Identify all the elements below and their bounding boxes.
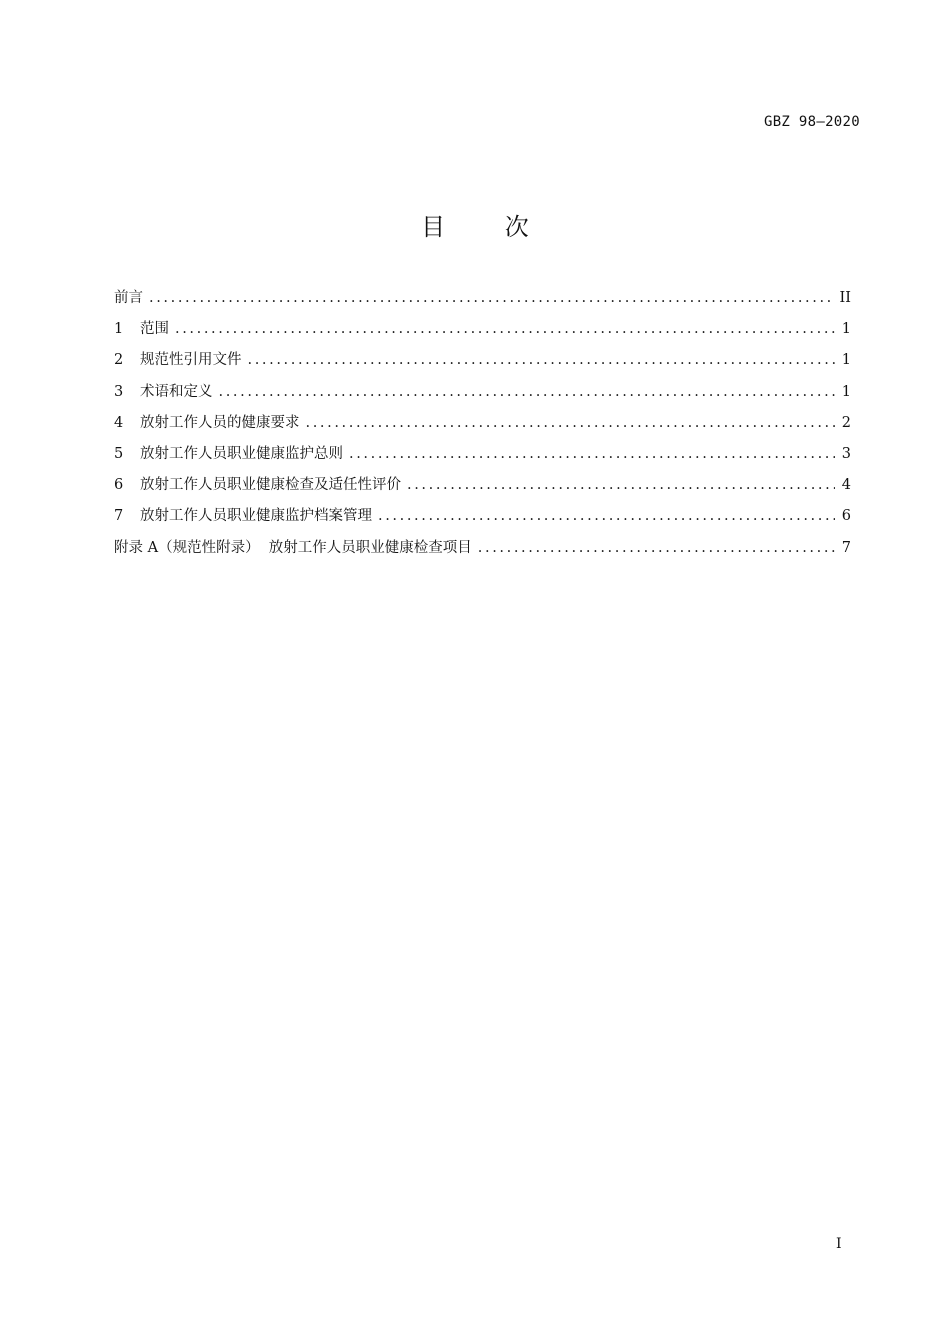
toc-entry-number: 6 xyxy=(114,477,124,494)
dot-leader xyxy=(378,508,835,524)
toc-entry-number: 3 xyxy=(114,383,124,400)
toc-entry-label: 放射工作人员的健康要求 xyxy=(140,414,300,431)
toc-entry-examination-evaluation[interactable] xyxy=(114,473,851,504)
dot-leader xyxy=(248,352,836,368)
toc-entry-page: II xyxy=(839,290,851,306)
toc-entry-label: 放射工作人员职业健康检查及适任性评价 xyxy=(140,477,401,494)
toc-entry-page: 4 xyxy=(841,477,851,494)
page-number: I xyxy=(836,1236,842,1252)
dot-leader xyxy=(349,446,835,462)
standard-code: GBZ 98—2020 xyxy=(763,114,860,130)
toc-entry-page: 6 xyxy=(841,508,851,525)
dot-leader xyxy=(306,415,836,431)
table-of-contents xyxy=(114,286,851,567)
toc-entry-page: 7 xyxy=(841,539,851,556)
toc-entry-label: 前言 xyxy=(114,290,143,306)
toc-entry-label: 附录 A（规范性附录） 放射工作人员职业健康检查项目 xyxy=(114,539,472,556)
toc-entry-page: 3 xyxy=(841,445,851,462)
dot-leader xyxy=(149,290,834,306)
dot-leader xyxy=(407,477,835,493)
toc-entry-label: 范围 xyxy=(140,321,169,338)
dot-leader xyxy=(175,321,835,337)
toc-entry-terms-definitions[interactable] xyxy=(114,380,851,411)
toc-entry-scope[interactable] xyxy=(114,317,851,348)
toc-entry-number: 4 xyxy=(114,414,124,431)
toc-entry-number: 5 xyxy=(114,445,124,462)
toc-entry-page: 2 xyxy=(841,414,851,431)
toc-entry-label: 术语和定义 xyxy=(140,383,213,400)
toc-entry-records-management[interactable] xyxy=(114,504,851,535)
toc-entry-number: 7 xyxy=(114,508,124,525)
toc-entry-label: 规范性引用文件 xyxy=(140,352,242,369)
toc-entry-number: 2 xyxy=(114,352,124,369)
toc-entry-foreword[interactable] xyxy=(114,286,851,317)
toc-entry-label: 放射工作人员职业健康监护总则 xyxy=(140,445,343,462)
dot-leader xyxy=(219,384,836,400)
toc-entry-page: 1 xyxy=(841,383,851,400)
toc-entry-page: 1 xyxy=(841,352,851,369)
toc-entry-number: 1 xyxy=(114,321,124,338)
toc-entry-health-requirements[interactable] xyxy=(114,411,851,442)
page-title: 目 次 xyxy=(421,213,555,241)
dot-leader xyxy=(478,540,835,556)
toc-entry-surveillance-principles[interactable] xyxy=(114,442,851,473)
toc-entry-normative-references[interactable] xyxy=(114,348,851,379)
toc-entry-appendix-a[interactable] xyxy=(114,536,851,567)
toc-entry-label: 放射工作人员职业健康监护档案管理 xyxy=(140,508,372,525)
toc-entry-page: 1 xyxy=(841,321,851,338)
